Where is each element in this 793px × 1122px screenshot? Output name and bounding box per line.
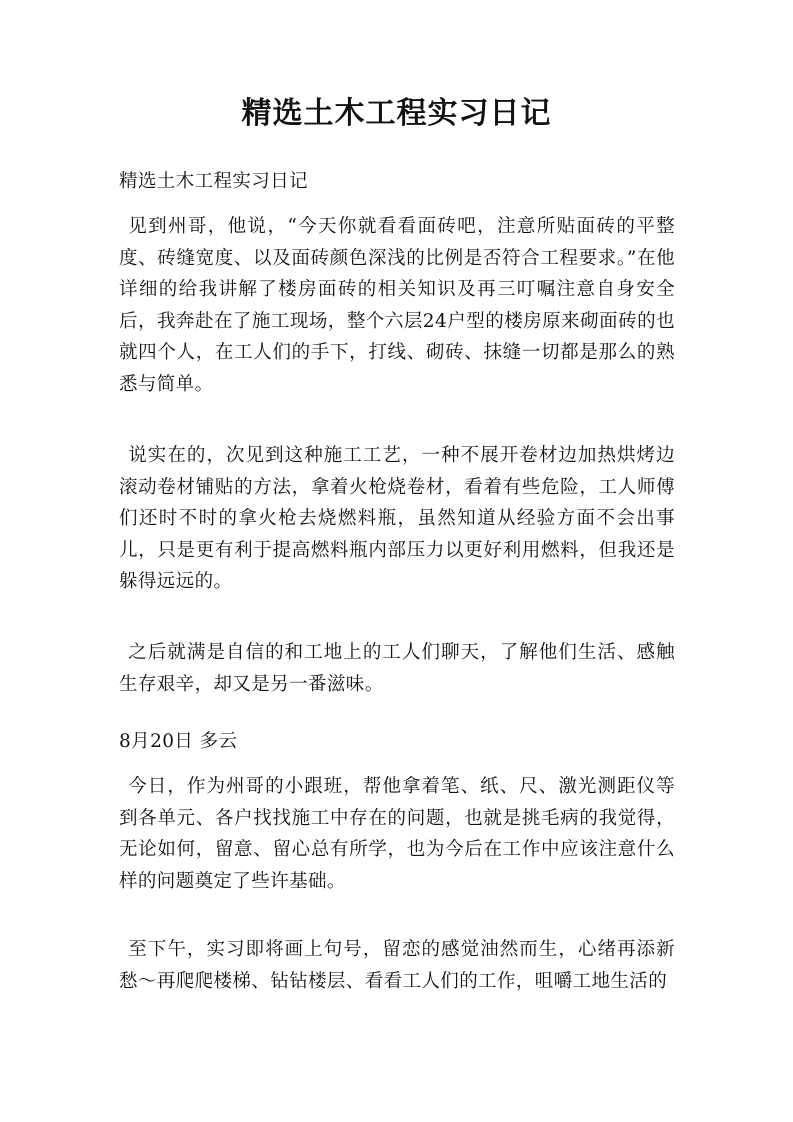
paragraph-5: 至下午，实习即将画上句号，留恋的感觉油然而生，心绪再添新愁～再爬爬楼梯、钻钻楼层、看看工人们的工作，咀嚼工地生活的: [119, 939, 675, 992]
paragraph-4: 今日，作为州哥的小跟班，帮他拿着笔、纸、尺、激光测距仪等到各单元、各户找找施工中存在的问题，也就是挑毛病的我觉得，无论如何，留意、留心总有所学，也为今后在工作中应该注意什么样的问题奠定了些许基础。: [119, 776, 675, 892]
paragraph-1: 见到州哥，他说，“今天你就看看面砖吧，注意所贴面砖的平整度、砖缝宽度、以及面砖颜色深浅的比例是否符合工程要求。”在他详细的给我讲解了楼房面砖的相关知识及再三叮嘱注意自身安全后，我奔赴在了施工现场，整个六层24户型的楼房原来砌面砖的也就四个人，在工人们的手下，打线、砌砖、抹缝一切都是那么的熟悉与简单。: [119, 216, 675, 395]
date-weather-line: 8月20日 多云: [119, 731, 238, 752]
document-subtitle: 精选土木工程实习日记: [119, 171, 309, 192]
document-title: 精选土木工程实习日记: [241, 96, 552, 131]
paragraph-3: 之后就满是自信的和工地上的工人们聊天，了解他们生活、感触生存艰辛，却又是另一番滋味。: [119, 642, 675, 695]
paragraph-2: 说实在的，次见到这种施工工艺，一种不展开卷材边加热烘烤边滚动卷材铺贴的方法，拿着火枪烧卷材，看着有些危险，工人师傅们还时不时的拿火枪去烧燃料瓶，虽然知道从经验方面不会出事儿，只是更有利于提高燃料瓶内部压力以更好利用燃料，但我还是躲得远远的。: [119, 445, 675, 592]
